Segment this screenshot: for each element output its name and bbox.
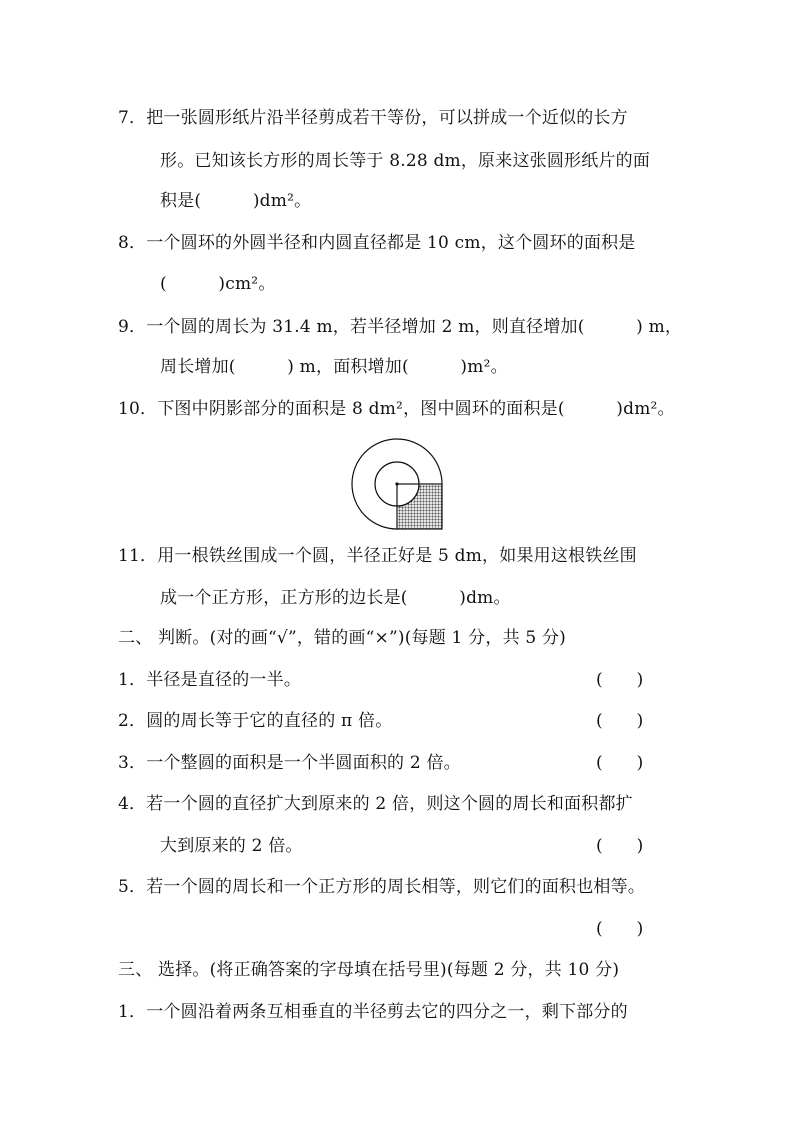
q7-line-1: 7．把一张圆形纸片沿半径剪成若干等份，可以拼成一个近似的长方: [118, 108, 628, 128]
tf-answer-5[interactable]: ( ): [596, 919, 644, 939]
center-point: [395, 482, 398, 485]
tf-item-4-line-1: 4．若一个圆的直径扩大到原来的 2 倍，则这个圆的周长和面积都扩: [118, 794, 633, 814]
tf-item-3: 3．一个整圆的面积是一个半圆面积的 2 倍。: [118, 753, 461, 773]
q9-line-2: 周长增加( ) m，面积增加( )m²。: [160, 357, 508, 377]
tf-item-1: 1．半径是直径的一半。: [118, 670, 302, 690]
tf-item-5: 5．若一个圆的周长和一个正方形的周长相等，则它们的面积也相等。: [118, 877, 646, 897]
tf-item-2: 2．圆的周长等于它的直径的 π 倍。: [118, 711, 393, 731]
q7-line-3: 积是( )dm²。: [160, 191, 312, 211]
tf-answer-2[interactable]: ( ): [596, 711, 644, 731]
q10-line-1: 10．下图中阴影部分的面积是 8 dm²，图中圆环的面积是( )dm²。: [118, 399, 675, 419]
tf-item-4-line-2: 大到原来的 2 倍。: [160, 836, 303, 856]
q8-line-2: ( )cm²。: [160, 274, 276, 294]
tf-answer-4[interactable]: ( ): [596, 836, 644, 856]
q7-line-2: 形。已知该长方形的周长等于 8.28 dm，原来这张圆形纸片的面: [160, 151, 651, 171]
section-3-heading: 三、 选择。(将正确答案的字母填在括号里)(每题 2 分，共 10 分): [118, 960, 620, 980]
tf-answer-3[interactable]: ( ): [596, 753, 644, 773]
section-2-heading: 二、 判断。(对的画“√”，错的画“×”)(每题 1 分，共 5 分): [118, 628, 567, 648]
annulus-figure: [350, 437, 446, 533]
q11-line-2: 成一个正方形，正方形的边长是( )dm。: [160, 588, 511, 608]
mc-item-1-line-1: 1．一个圆沿着两条互相垂直的半径剪去它的四分之一，剩下部分的: [118, 1002, 628, 1022]
q9-line-1: 9．一个圆的周长为 31.4 m，若半径增加 2 m，则直径增加( ) m，: [118, 317, 683, 337]
tf-answer-1[interactable]: ( ): [596, 670, 644, 690]
q8-line-1: 8．一个圆环的外圆半径和内圆直径都是 10 cm，这个圆环的面积是: [118, 233, 636, 253]
q11-line-1: 11．用一根铁丝围成一个圆，半径正好是 5 dm，如果用这根铁丝围: [118, 546, 637, 566]
